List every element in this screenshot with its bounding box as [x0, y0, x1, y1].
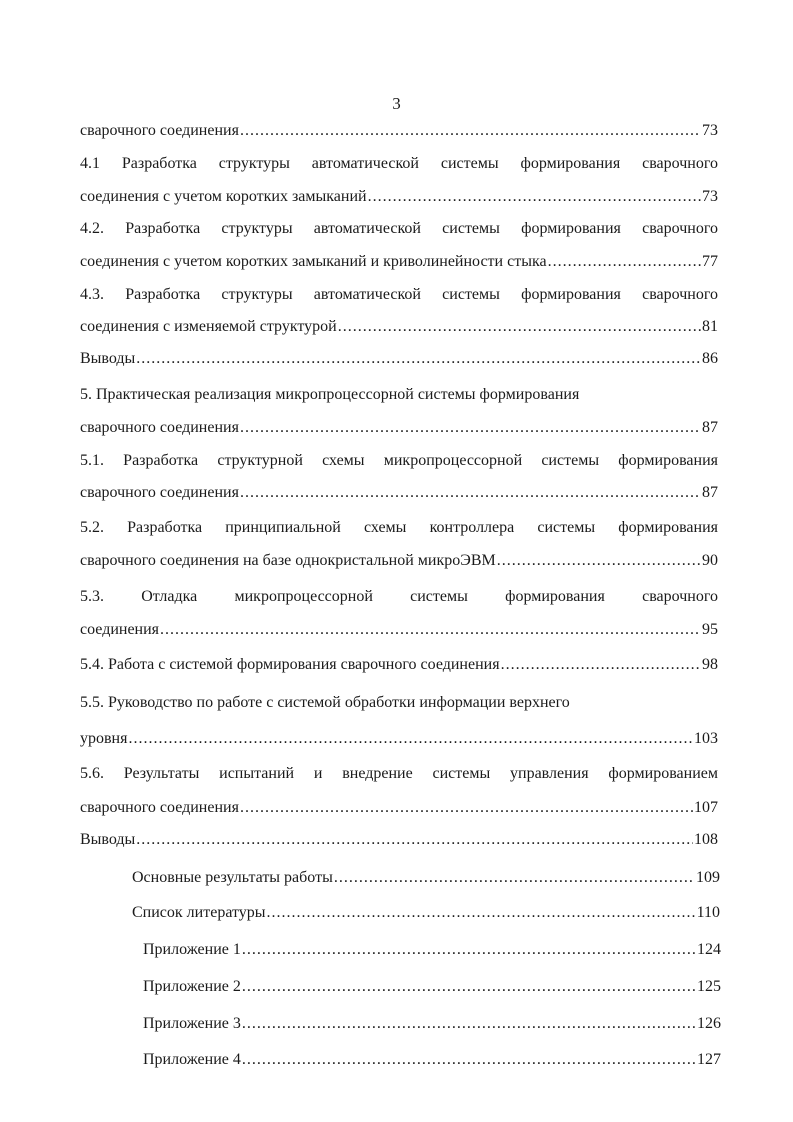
toc-entry: [80, 551, 718, 571]
toc-entry-title: соединения: [80, 621, 160, 638]
toc-entry-heading: 5.5. Руководство по работе с системой обработки информации верхнего: [80, 694, 570, 711]
toc-entry-title: сварочного соединения: [80, 484, 239, 501]
toc-entry-page: 127: [697, 1051, 721, 1068]
toc-entry-page: 86: [702, 350, 718, 367]
toc-entry-title: сварочного соединения: [80, 122, 239, 139]
toc-entry-page: 103: [694, 730, 718, 747]
toc-entry-heading: 5.2. Разработка принципиальной схемы контроллера системы формирования: [80, 519, 718, 536]
dot-leader: [501, 655, 701, 675]
toc-entry: [80, 121, 718, 141]
toc-entry-page: 73: [702, 188, 718, 205]
toc-entry-heading: 4.2. Разработка структуры автоматической системы формирования сварочного: [80, 220, 718, 237]
toc-entry: [80, 830, 718, 850]
toc-entry-title: соединения с учетом коротких замыканий: [80, 188, 367, 205]
toc-entry: [143, 1014, 721, 1034]
toc-entry-page: 90: [702, 552, 718, 569]
toc-entry-page: 125: [697, 978, 721, 995]
toc-entry: [143, 977, 721, 997]
toc-entry-page: 98: [702, 656, 718, 673]
toc-entry: [80, 798, 718, 818]
toc-entry: [80, 418, 718, 438]
toc-entry-page: 109: [696, 869, 720, 886]
toc-entry-title: соединения с изменяемой структурой: [80, 318, 337, 335]
dot-leader: [368, 187, 701, 207]
toc-entry-heading: 4.1 Разработка структуры автоматической системы формирования сварочного: [80, 155, 718, 172]
toc-entry-page: 81: [702, 318, 718, 335]
toc-entry-heading: 5.3. Отладка микропроцессорной системы формирования сварочного: [80, 588, 718, 605]
toc-entry: [80, 349, 718, 369]
dot-leader: [242, 940, 696, 960]
toc-entry-page: 107: [694, 799, 718, 816]
toc-entry-heading: 5. Практическая реализация микропроцессорной системы формирования: [80, 386, 580, 403]
toc-entry-title: сварочного соединения: [80, 419, 239, 436]
dot-leader: [240, 798, 693, 818]
toc-entry: [80, 620, 718, 640]
dot-leader: [240, 483, 701, 503]
toc-entry-title: Приложение 2: [143, 978, 241, 995]
dot-leader: [242, 977, 696, 997]
toc-entry-heading: 4.3. Разработка структуры автоматической системы формирования сварочного: [80, 286, 718, 303]
toc-entry-page: 110: [696, 904, 720, 921]
toc-entry-page: 95: [702, 621, 718, 638]
toc-entry-title: Основные результаты работы: [132, 869, 333, 886]
toc-entry: [80, 187, 718, 207]
toc-entry-heading: 5.1. Разработка структурной схемы микропроцессорной системы формирования: [80, 452, 718, 469]
toc-entry-page: 87: [702, 419, 718, 436]
dot-leader: [136, 830, 693, 850]
toc-entry-page: 73: [702, 122, 718, 139]
toc-entry-title: Приложение 4: [143, 1051, 241, 1068]
page-number: 3: [392, 94, 401, 113]
toc-entry-page: 126: [697, 1015, 721, 1032]
toc-entry-title: уровня: [80, 730, 128, 747]
dot-leader: [548, 252, 701, 272]
dot-leader: [136, 349, 701, 369]
toc-entry: [132, 903, 720, 923]
toc-entry-page: 77: [702, 253, 718, 270]
dot-leader: [240, 121, 701, 141]
toc-entry-title: сварочного соединения на базе однокристальной микроЭВМ: [80, 552, 496, 569]
toc-entry: [143, 1050, 721, 1070]
dot-leader: [242, 1050, 696, 1070]
dot-leader: [267, 903, 696, 923]
toc-entry: [143, 940, 721, 960]
toc-entry: [80, 317, 718, 337]
toc-entry: [132, 868, 720, 888]
toc-entry-title: Список литературы: [132, 904, 266, 921]
dot-leader: [160, 620, 701, 640]
toc-entry-page: 124: [697, 941, 721, 958]
toc-entry-title: Приложение 1: [143, 941, 241, 958]
toc-entry-page: 87: [702, 484, 718, 501]
toc-entry-title: Выводы: [80, 831, 136, 848]
dot-leader: [497, 551, 701, 571]
toc-entry: [80, 729, 718, 749]
toc-entry-title: 5.4. Работа с системой формирования сварочного соединения: [80, 656, 500, 673]
toc-entry-title: сварочного соединения: [80, 799, 239, 816]
toc-entry: [80, 655, 718, 675]
toc-entry-heading: 5.6. Результаты испытаний и внедрение системы управления формированием: [80, 765, 718, 782]
toc-entry-title: Приложение 3: [143, 1015, 241, 1032]
dot-leader: [334, 868, 695, 888]
dot-leader: [242, 1014, 696, 1034]
toc-entry-title: соединения с учетом коротких замыканий и криволинейности стыка: [80, 253, 547, 270]
dot-leader: [128, 729, 693, 749]
dot-leader: [338, 317, 701, 337]
dot-leader: [240, 418, 701, 438]
toc-entry-page: 108: [694, 831, 718, 848]
toc-entry: [80, 252, 718, 272]
toc-entry-title: Выводы: [80, 350, 136, 367]
toc-entry: [80, 483, 718, 503]
